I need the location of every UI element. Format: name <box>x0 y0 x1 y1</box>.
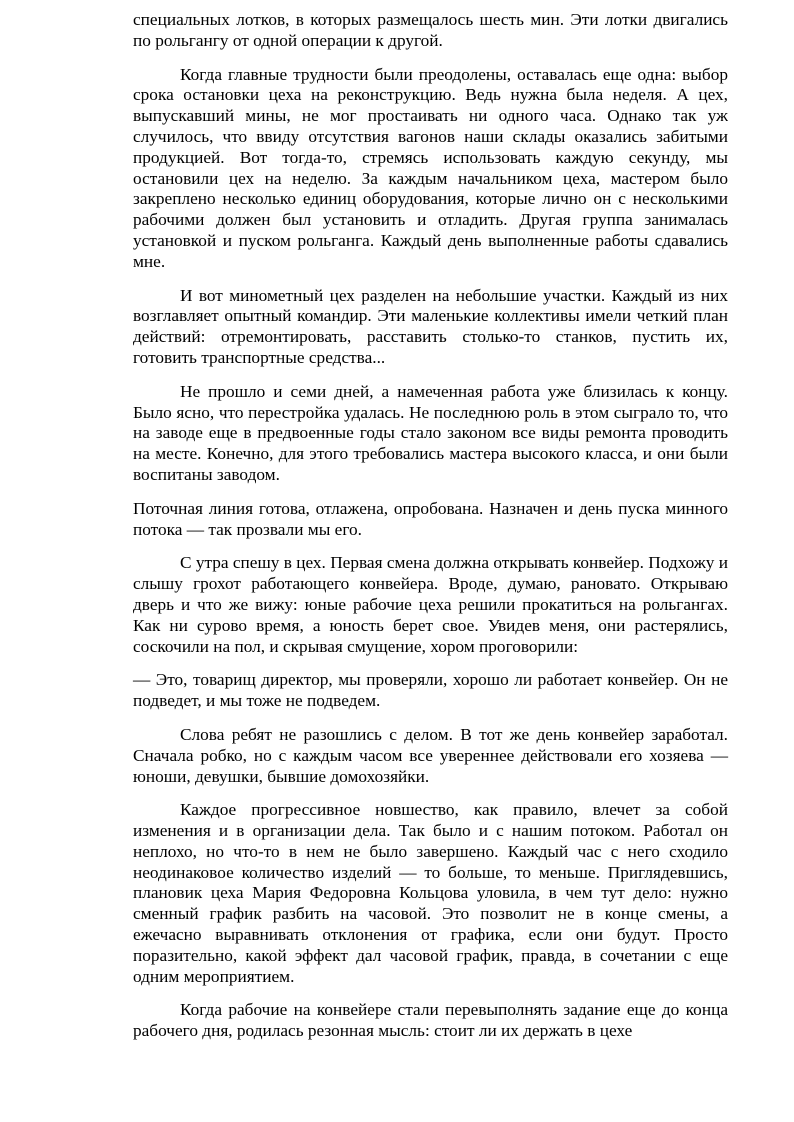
paragraph-9: Каждое прогрессивное новшество, как правило, влечет за собой изменения и в организации дела. Так было и с нашим потоком. Работал он неплохо, но что-то в нем не было завершено. Каждый час с него сходило неодинаковое количество изделий — то больше, то меньше. Приглядевшись, плановик цеха Мария Федоровна Кольцова уловила, в чем тут дело: нужно сменный график разбить на часовой. Это позволит не в конце смены, а ежечасно выравнивать отклонения от графика, если они будут. Просто поразительно, какой эффект дал часовой график, правда, в сочетании с еще одним мероприятием. <box>133 800 728 986</box>
document-page <box>133 10 728 1042</box>
paragraph-4: Не прошло и семи дней, а намеченная работа уже близилась к концу. Было ясно, что перестройка удалась. Не последнюю роль в этом сыграло то, что на заводе еще в предвоенные годы стало законом все виды ремонта проводить на месте. Конечно, для этого требовались мастера высокого класса, и они были воспитаны заводом. <box>133 381 728 484</box>
paragraph-3: И вот минометный цех разделен на небольшие участки. Каждый из них возглавляет опытный командир. Эти маленькие коллективы имели четкий план действий: отремонтировать, расставить столько-то станков, пустить их, готовить транспортные средства... <box>133 285 728 367</box>
paragraph-7: — Это, товарищ директор, мы проверяли, хорошо ли работает конвейер. Он не подведет, и мы тоже не подведем. <box>133 670 728 711</box>
paragraph-5: Поточная линия готова, отлажена, опробована. Назначен и день пуска минного потока — так прозвали мы его. <box>133 498 728 539</box>
paragraph-1: специальных лотков, в которых размещалось шесть мин. Эти лотки двигались по рольгангу от одной операции к другой. <box>133 10 728 50</box>
paragraph-2: Когда главные трудности были преодолены, оставалась еще одна: выбор срока остановки цеха на реконструкцию. Ведь нужна была неделя. А цех, выпускавший мины, не мог простаивать ни одного часа. Однако так уж случилось, что ввиду отсутствия вагонов наши склады оказались забитыми продукцией. Вот тогда-то, стремясь использовать каждую секунду, мы остановили цех на неделю. За каждым начальником цеха, мастером было закреплено несколько единиц оборудования, которые лично он с несколькими рабочими должен был установить и отладить. Другая группа занималась установкой и пуском рольганга. Каждый день выполненные работы сдавались мне. <box>133 64 728 271</box>
paragraph-6: С утра спешу в цех. Первая смена должна открывать конвейер. Подхожу и слышу грохот работающего конвейера. Вроде, думаю, рановато. Открываю дверь и что же вижу: юные рабочие цеха решили прокатиться на рольгангах. Как ни сурово время, а юность берет свое. Увидев меня, они растерялись, соскочили на пол, и скрывая смущение, хором проговорили: <box>133 553 728 656</box>
paragraph-8: Слова ребят не разошлись с делом. В тот же день конвейер заработал. Сначала робко, но с каждым часом все увереннее действовали его хозяева — юноши, девушки, бывшие домохозяйки. <box>133 724 728 786</box>
paragraph-10: Когда рабочие на конвейере стали перевыполнять задание еще до конца рабочего дня, родилась резонная мысль: стоит ли их держать в цехе <box>133 1000 728 1041</box>
